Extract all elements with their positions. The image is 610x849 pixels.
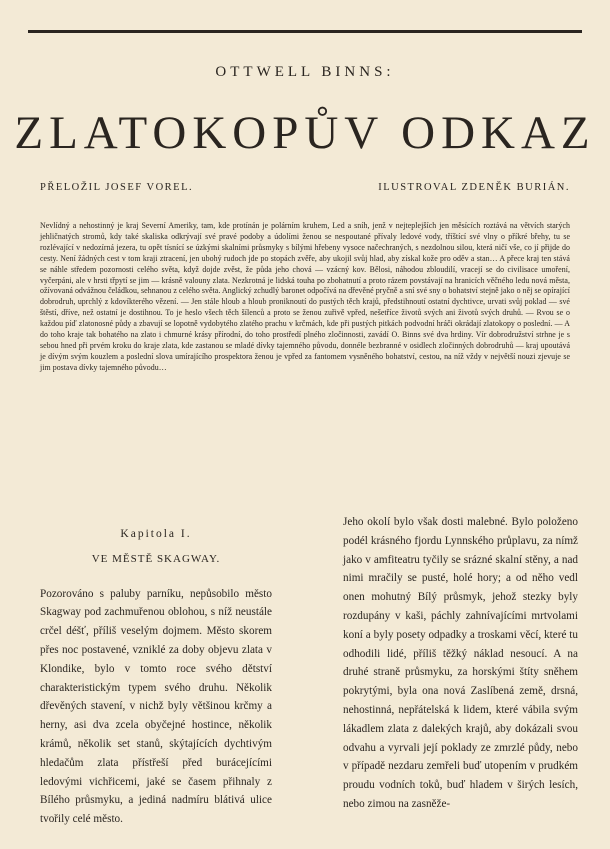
credits-line: [40, 182, 570, 193]
chapter-label: Kapitola I.: [120, 528, 192, 540]
left-column: [40, 510, 272, 829]
intro-paragraph: Nevlídný a nehostinný je kraj Severní Ameriky, tam, kde protínán je polárním kruhem, Led a sníh, jenž v nejteplejších jen měsících roztává na větvích starých jehličnatých stromů, kdy také skaliska odkrývají své pravé podoby a údolími ženou se nespoutané přívaly ledové vody, tříštící své vlny o příkré břehy, tu se rozlévající v nedozírná jezera, tu opět tísnící se úzkými skalními průsmyky s bílými hřebeny vysoce načechraných, s nezdolnou silou, která ničí vše, co jí přijde do cesty. Není žádných cest v tom kraji ztracení, jen ubohý rudoch jde po stopách zvěře, aby ukojil svůj hlad, aby získal kože pro oděv a stan… A přece kraj ten stává se náhle středem pozornosti celého světa, když dojde zvěst, že půda jeho chová — vzácný kov. Bělosi, náhodou zbloudilí, vracejí se do civilisace umoření, vyčerpáni, ale v hrsti třpytí se jim — krásně valouny zlata. Nezkrotná je lidská touha po zbohatnutí a proto rázem povstávají na hranicích věčného ledu nová města, ožívovaná odvážnou čeládkou, sehnanou z celého světa. Anglický zchudlý baronet odpočívá na dřevěné pryčně a sní své sny o bohatství stejně jako o něj se opírající dobrodruh, uprchlý z kdovíkterého vězení. — Jen stále hloub a hloub proniknoutí do pustých těch krajů, předstihnoutí ostatní dychtivce, urvati svůj poklad — své štěstí, dříve, než ostatní je dostihnou. To je heslo všech těch šílenců a proto se ženou zuřivě vpřed, nešetříce životů svých ani životů svých druhů. — Rvou se o každou píď zlatonosné půdy a zbavují se lopotně vydobytého zlatého prachu v krčmách, kde při pustých pitkách podvodní hráči okrádají zlatokopy o poslední. — A do toho kraje tak bohatého na zlato i chmurné krásy přírodní, do toho prostředí plného zločinnosti, zavádí O. Binns své dva hrdiny. Vír dobrodružství strhne je s sebou hned při prvém kroku do kraje zlata, kde zastanou se mladé dívky tajemného původu, donnéle bezbranné v osidlech zločinných dobrodruhů — kraj upoutává je dívým svým kouzlem a poslední slova umírajícího prospektora ženou je vpřed za fantomem vysněného bohatství, cestou, na níž vždy v největší nouzi zjevuje se jim postava dívky tajemného původu…: [40, 221, 570, 372]
illustrator-credit: ILUSTROVAL ZDENĚK BURIÁN.: [378, 182, 570, 193]
chapter-title: VE MĚSTĚ SKAGWAY.: [91, 552, 221, 565]
top-rule: [28, 30, 582, 33]
right-column: [343, 513, 578, 814]
right-column-text: Jeho okolí bylo však dosti malebné. Bylo položeno podél krásného fjordu Lynnského průplavu, za nímž jako v amfiteatru tyčily se srázné skalní stěny, a nad nimi mračily se pusté, holé hory; a od něho vedl onen mohutný Bílý průsmyk, jehož stezky byly rozdupány v kaši, páchly zahnívajícími mrtvolami koní a byly posety odpadky a troskami věcí, které tu odhodili lidé, příliš těžký náklad nesoucí. A na druhé straně průsmyku, za horskými štíty sněhem pokrytými, byla ona nová Zaslíbená země, drsná, nehostinná, nepřátelská k lidem, které vábila svým lákadlem zlata z dalekých krajů, aby dokázali svou odvahu a vyrvali její poklady ze zmrzlé půdy, nebo v případě nezdaru zemřeli buď utopením v prudkém proudu vodních toků, buď hladem v širých lesích, nebo zimou na zasněže-: [343, 516, 578, 810]
author-name: OTTWELL BINNS:: [215, 64, 395, 80]
left-column-text: Pozorováno s paluby parníku, nepůsobilo město Skagway pod zachmuřenou oblohou, s níž neustále crčel déšť, příliš veselým dojmem. Město skorem přes noc postavené, vzniklé za doby objevu zlata v Klondike, bylo v tomto roce svého dětství charakteristickým typem svého druhu. Několik dřevěných stavení, v nichž byly většinou krčmy a herny, asi dva zcela obyčejné hostince, několik krámů, několik set stanů, skýtajících dychtivým hledačům zlata přístřeší před burácejícími ledovými vichřicemi, jaké se časem přihnaly z Bílého průsmyku, a jediná nadmíru blátivá ulice tvořily celé město.: [40, 587, 272, 826]
translator-credit: PŘELOŽIL JOSEF VOREL.: [40, 182, 194, 193]
book-title: ZLATOKOPŮV ODKAZ: [14, 107, 596, 159]
